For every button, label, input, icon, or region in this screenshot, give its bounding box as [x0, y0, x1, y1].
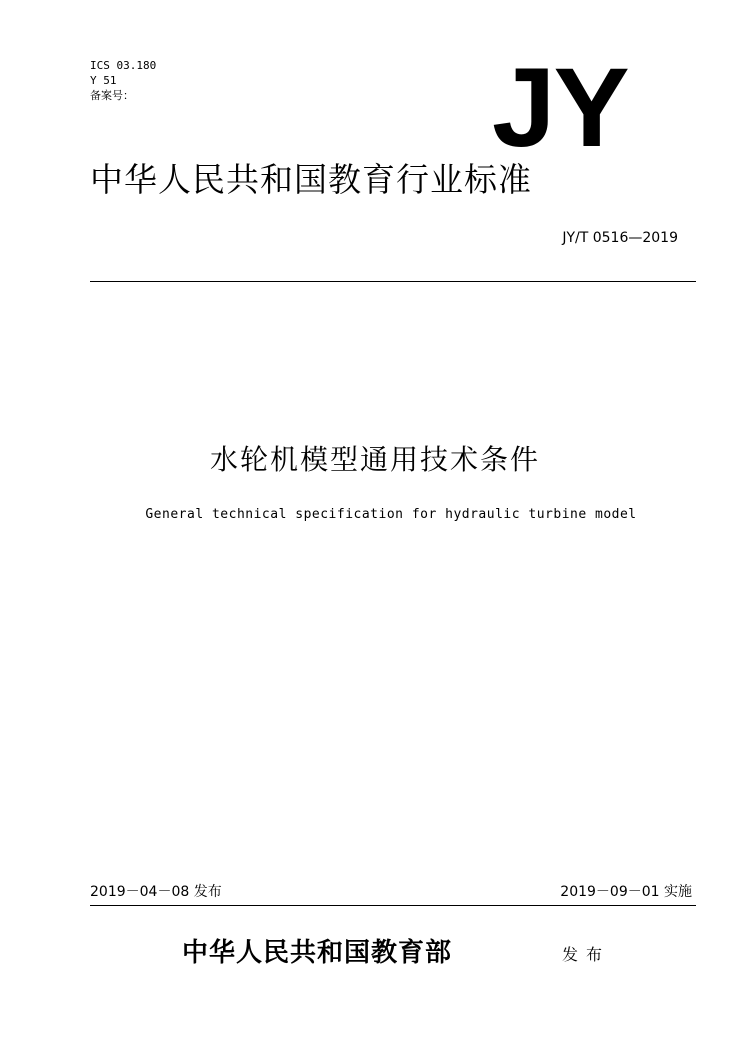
- standard-type-title: 中华人民共和国教育行业标准: [90, 160, 532, 199]
- release-date: 2019－04－08 发布: [90, 884, 222, 900]
- document-title: 水轮机模型通用技术条件: [209, 443, 540, 476]
- standard-number: JY/T 0516—2019: [562, 230, 678, 246]
- ics-code: ICS 03.180: [90, 59, 157, 72]
- jy-logo: JY: [492, 45, 628, 170]
- issuing-authority: 中华人民共和国教育部: [182, 938, 453, 968]
- implementation-date: 2019－09－01 实施: [560, 884, 692, 900]
- top-divider: [90, 281, 696, 282]
- header-codes: [90, 58, 156, 103]
- issue-label: 发布: [562, 945, 611, 964]
- filing-number-label: 备案号：: [90, 89, 134, 102]
- classification-code: Y 51: [90, 74, 117, 87]
- document-title-english: General technical specification for hydraulic turbine model: [145, 507, 637, 522]
- bottom-divider: [90, 905, 696, 906]
